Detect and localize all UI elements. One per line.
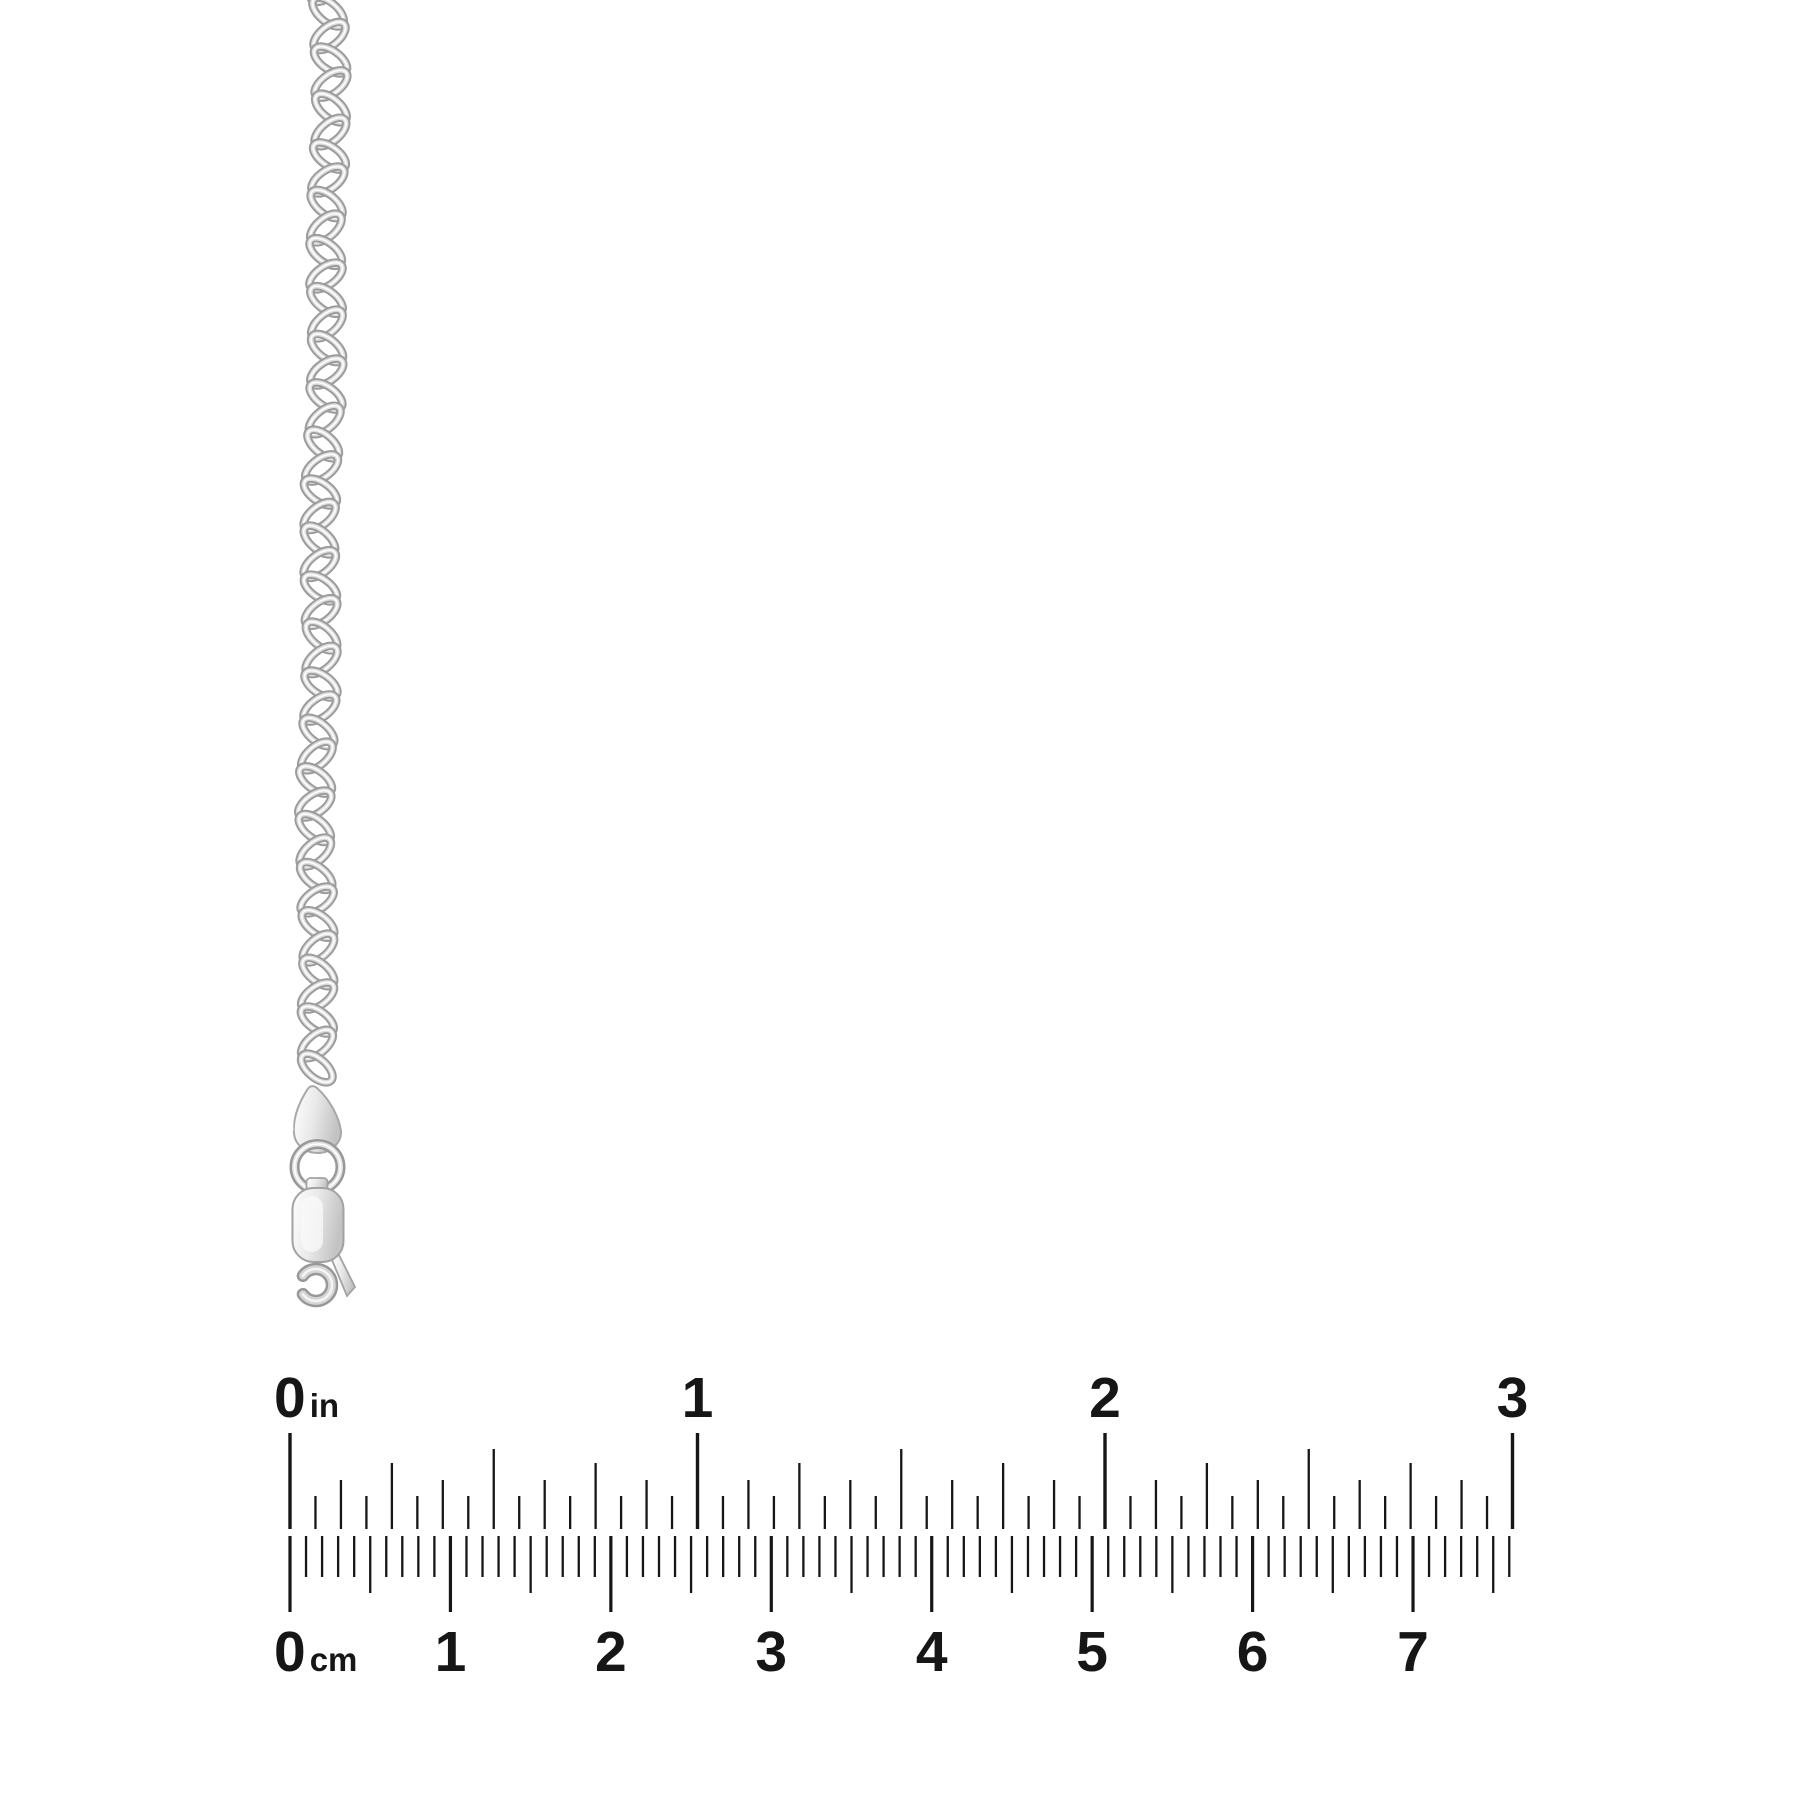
cm-tick (1476, 1536, 1478, 1577)
cm-tick (770, 1536, 773, 1612)
cm-tick (481, 1536, 483, 1577)
cm-tick (1380, 1536, 1382, 1577)
cm-tick (818, 1536, 820, 1577)
cm-tick (898, 1536, 900, 1577)
inch-ticks (288, 1433, 1514, 1529)
inch-tick (1308, 1449, 1310, 1529)
cm-tick (1139, 1536, 1141, 1577)
cm-tick (674, 1536, 676, 1577)
inch-tick (747, 1480, 749, 1529)
inch-tick (1333, 1496, 1335, 1529)
cm-tick (1107, 1536, 1109, 1577)
cm-tick (1411, 1536, 1414, 1612)
cm-tick (626, 1536, 628, 1577)
inch-tick (569, 1496, 571, 1529)
inch-tick (1257, 1480, 1259, 1529)
cm-tick (1396, 1536, 1398, 1577)
inch-tick (365, 1496, 367, 1529)
inch-tick (1511, 1433, 1514, 1529)
inch-tick (442, 1480, 444, 1529)
inch-tick (1103, 1433, 1106, 1529)
cm-tick (1332, 1536, 1334, 1593)
ruler-number: 0 (274, 1620, 306, 1684)
cm-tick (530, 1536, 532, 1593)
inch-tick (1155, 1480, 1157, 1529)
cm-tick (1123, 1536, 1125, 1577)
cm-tick (850, 1536, 852, 1593)
ruler-number: 4 (915, 1620, 948, 1684)
inch-tick (1053, 1480, 1055, 1529)
inch-tick (391, 1463, 393, 1529)
cm-tick (979, 1536, 981, 1577)
inch-tick (1078, 1496, 1080, 1529)
cm-tick (802, 1536, 804, 1577)
cm-tick (449, 1536, 452, 1612)
cm-tick (497, 1536, 499, 1577)
cm-tick (1059, 1536, 1061, 1577)
inch-tick (671, 1496, 673, 1529)
inch-tick (1002, 1463, 1004, 1529)
cm-tick (1027, 1536, 1029, 1577)
inch-tick (722, 1496, 724, 1529)
inch-tick (1384, 1496, 1386, 1529)
cm-tick (1284, 1536, 1286, 1577)
inch-tick (951, 1480, 953, 1529)
cm-tick (1235, 1536, 1237, 1577)
inch-tick (493, 1449, 495, 1529)
cm-tick (562, 1536, 564, 1577)
cm-tick (1492, 1536, 1494, 1593)
cm-ticks (288, 1536, 1510, 1612)
cm-tick (690, 1536, 692, 1593)
cm-tick (1155, 1536, 1157, 1577)
cm-tick (722, 1536, 724, 1577)
cm-tick (1171, 1536, 1173, 1593)
inch-tick (1359, 1480, 1361, 1529)
ruler-number: 6 (1236, 1620, 1269, 1684)
inch-tick (773, 1496, 775, 1529)
inch-tick (1460, 1480, 1462, 1529)
inch-tick (594, 1463, 596, 1529)
cm-tick (1219, 1536, 1221, 1577)
inch-tick (467, 1496, 469, 1529)
ruler-number: 3 (755, 1620, 788, 1684)
inch-tick (416, 1496, 418, 1529)
cm-tick (995, 1536, 997, 1577)
cm-tick (353, 1536, 355, 1577)
cm-tick (305, 1536, 307, 1577)
inch-tick (1486, 1496, 1488, 1529)
inch-tick (977, 1496, 979, 1529)
cm-tick (915, 1536, 917, 1577)
cm-tick (337, 1536, 339, 1577)
cm-tick (1203, 1536, 1205, 1577)
inch-tick (1435, 1496, 1437, 1529)
cm-tick (706, 1536, 708, 1577)
cm-tick (546, 1536, 548, 1577)
cm-tick (369, 1536, 371, 1593)
cm-tick (1267, 1536, 1269, 1577)
inch-tick (926, 1496, 928, 1529)
ruler-number: 7 (1397, 1620, 1429, 1684)
cm-tick (642, 1536, 644, 1577)
inch-tick (875, 1496, 877, 1529)
ruler-number: 5 (1076, 1620, 1108, 1684)
cm-tick (930, 1536, 933, 1612)
cm-tick (1348, 1536, 1350, 1577)
inch-tick (1129, 1496, 1131, 1529)
inch-tick (1180, 1496, 1182, 1529)
inch-tick (518, 1496, 520, 1529)
cm-tick (1428, 1536, 1430, 1577)
cm-tick (738, 1536, 740, 1577)
cm-tick (1075, 1536, 1077, 1577)
inch-tick (288, 1433, 291, 1529)
inch-tick (544, 1480, 546, 1529)
inch-tick (1231, 1496, 1233, 1529)
inch-tick (1027, 1496, 1029, 1529)
inch-unit-suffix: in (309, 1387, 340, 1424)
ruler-number: 2 (595, 1620, 627, 1684)
cm-tick (321, 1536, 323, 1577)
cm-tick (1316, 1536, 1318, 1577)
cm-tick (786, 1536, 788, 1577)
inch-tick (824, 1496, 826, 1529)
cm-tick (465, 1536, 467, 1577)
inch-tick (1409, 1463, 1411, 1529)
cm-tick (1011, 1536, 1013, 1593)
inch-tick (1282, 1496, 1284, 1529)
cm-tick (401, 1536, 403, 1577)
cm-tick (433, 1536, 435, 1577)
cm-tick (578, 1536, 580, 1577)
cm-tick (594, 1536, 596, 1577)
cm-tick (1444, 1536, 1446, 1577)
cm-tick (1300, 1536, 1302, 1577)
cm-tick (385, 1536, 387, 1577)
cm-tick (1043, 1536, 1045, 1577)
inch-tick (696, 1433, 699, 1529)
inch-tick (340, 1480, 342, 1529)
cm-tick (1187, 1536, 1189, 1577)
cm-tick (1364, 1536, 1366, 1577)
cm-tick (288, 1536, 291, 1612)
cm-tick (1460, 1536, 1462, 1577)
cm-tick (834, 1536, 836, 1577)
ruler-number: 0 (274, 1366, 306, 1430)
inch-tick (1206, 1463, 1208, 1529)
ruler-number: 3 (1496, 1366, 1529, 1430)
inch-tick (645, 1480, 647, 1529)
inch-tick (314, 1496, 316, 1529)
cm-tick (963, 1536, 965, 1577)
cm-tick (1251, 1536, 1254, 1612)
cm-tick (1091, 1536, 1094, 1612)
inch-tick (900, 1449, 902, 1529)
ruler-number: 2 (1089, 1366, 1121, 1430)
cm-tick (513, 1536, 515, 1577)
cm-tick (417, 1536, 419, 1577)
ruler-number: 1 (434, 1620, 467, 1684)
cm-tick (754, 1536, 756, 1577)
inch-tick (798, 1463, 800, 1529)
ruler-number: 1 (681, 1366, 714, 1430)
cm-tick (658, 1536, 660, 1577)
cm-tick (866, 1536, 868, 1577)
inch-tick (849, 1480, 851, 1529)
cm-tick (1508, 1536, 1510, 1577)
inch-tick (620, 1496, 622, 1529)
cm-tick (609, 1536, 612, 1612)
cm-unit-suffix: cm (309, 1641, 358, 1678)
cm-tick (947, 1536, 949, 1577)
cm-tick (882, 1536, 884, 1577)
